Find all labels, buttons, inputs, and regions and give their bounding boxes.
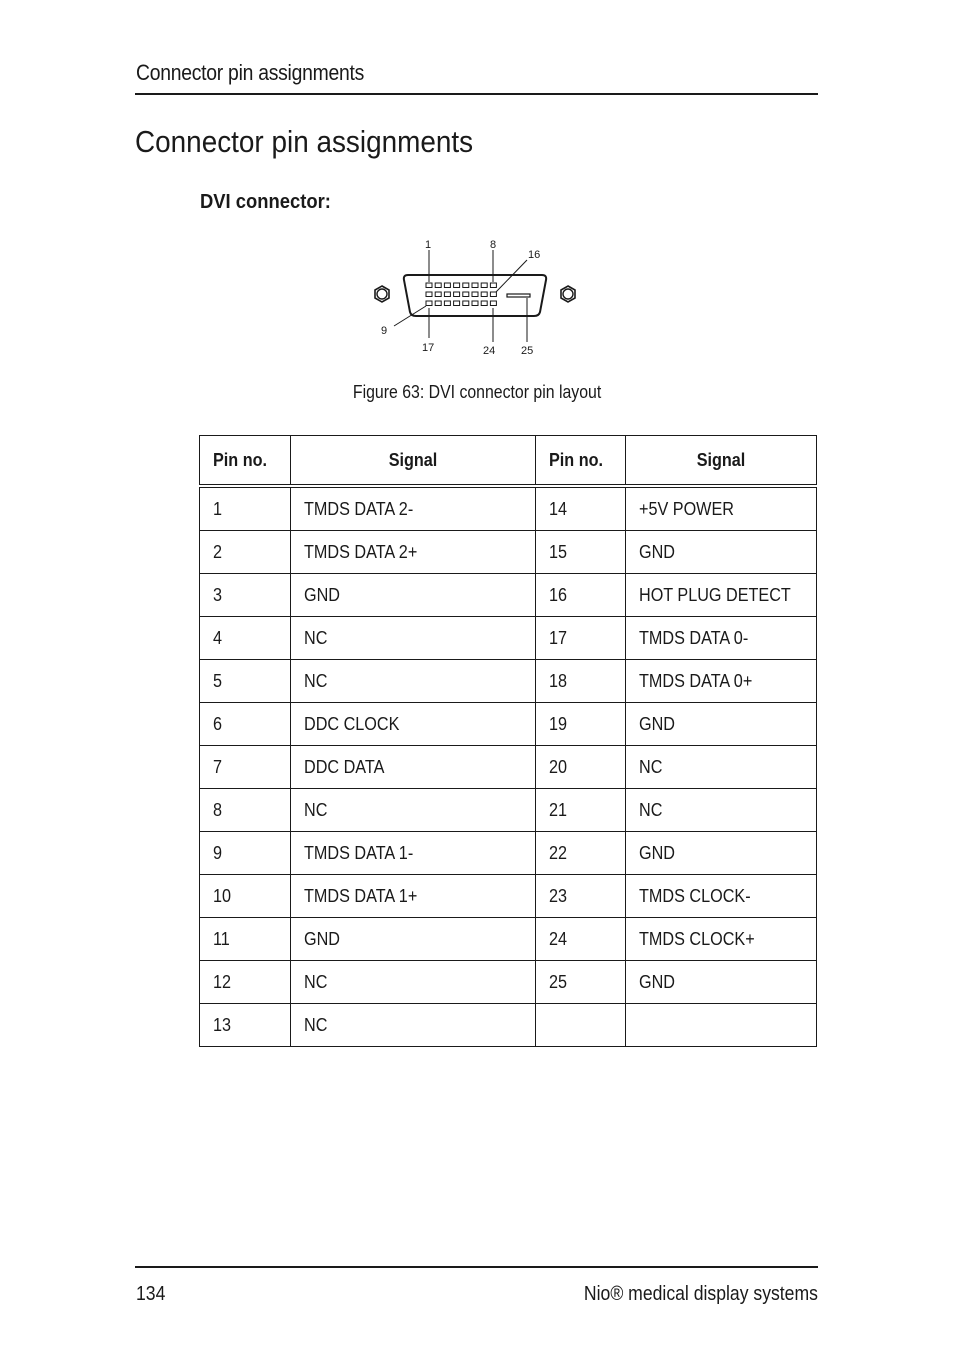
product-name: Nio® medical display systems xyxy=(583,1283,818,1305)
connector-pin xyxy=(435,301,441,306)
connector-pin xyxy=(490,292,496,297)
connector-pin xyxy=(444,301,450,306)
signal-cell: GND xyxy=(626,531,817,574)
pin-label-17: 17 xyxy=(422,342,435,354)
pin-number-cell: 16 xyxy=(536,574,626,617)
signal-cell: NC xyxy=(626,789,817,832)
table-row xyxy=(200,486,817,531)
section-title: DVI connector: xyxy=(200,191,331,213)
signal-cell: +5V POWER xyxy=(626,486,817,531)
pin-number-cell: 15 xyxy=(536,531,626,574)
pin-label-16: 16 xyxy=(528,249,541,261)
signal-cell: NC xyxy=(291,617,536,660)
pin-assignment-table xyxy=(199,435,817,1047)
pin-number-cell: 2 xyxy=(200,531,291,574)
table-row xyxy=(200,789,817,832)
signal-cell: TMDS DATA 1+ xyxy=(291,875,536,918)
connector-pin xyxy=(426,301,432,306)
ground-blade xyxy=(507,294,530,297)
signal-cell xyxy=(626,1004,817,1047)
pin-number-cell: 8 xyxy=(200,789,291,832)
pin-number-cell: 14 xyxy=(536,486,626,531)
table-row xyxy=(200,1004,817,1047)
dvi-connector-figure xyxy=(362,232,592,362)
pin-number-cell: 18 xyxy=(536,660,626,703)
connector-pin xyxy=(472,283,478,288)
connector-pin xyxy=(472,301,478,306)
pin-number-cell: 13 xyxy=(200,1004,291,1047)
pin-number-cell: 19 xyxy=(536,703,626,746)
signal-cell: NC xyxy=(626,746,817,789)
connector-pin xyxy=(490,283,496,288)
connector-pin xyxy=(454,292,460,297)
connector-pin xyxy=(444,292,450,297)
table-row xyxy=(200,574,817,617)
table-row xyxy=(200,746,817,789)
signal-cell: DDC DATA xyxy=(291,746,536,789)
figure-caption-text: Figure 63: DVI connector pin layout xyxy=(352,382,602,402)
right-mounting-nut-icon xyxy=(561,286,575,302)
pin-number-cell: 25 xyxy=(536,961,626,1004)
signal-cell: NC xyxy=(291,961,536,1004)
pin-number-cell: 3 xyxy=(200,574,291,617)
pin-number-cell: 20 xyxy=(536,746,626,789)
table-row xyxy=(200,660,817,703)
signal-cell: GND xyxy=(291,918,536,961)
header-rule xyxy=(135,93,818,95)
pin-number-cell: 22 xyxy=(536,832,626,875)
table-header-row xyxy=(200,436,817,487)
pin-label-25: 25 xyxy=(521,345,534,357)
signal-cell: TMDS DATA 1- xyxy=(291,832,536,875)
running-header: Connector pin assignments xyxy=(136,60,365,85)
table-row xyxy=(200,703,817,746)
pin-number-cell: 23 xyxy=(536,875,626,918)
column-header-signal: Signal xyxy=(291,436,536,487)
connector-pin xyxy=(435,292,441,297)
footer-rule xyxy=(135,1266,818,1268)
connector-pin xyxy=(463,301,469,306)
signal-cell: NC xyxy=(291,1004,536,1047)
column-header-signal-2: Signal xyxy=(626,436,817,487)
signal-cell: NC xyxy=(291,789,536,832)
signal-cell: TMDS DATA 2+ xyxy=(291,531,536,574)
pin-number-cell xyxy=(536,1004,626,1047)
pin-label-24: 24 xyxy=(483,345,496,357)
connector-pin xyxy=(490,301,496,306)
connector-pin xyxy=(472,292,478,297)
pin-number-cell: 11 xyxy=(200,918,291,961)
pin-number-cell: 10 xyxy=(200,875,291,918)
left-mounting-nut-icon xyxy=(375,286,389,302)
table-row xyxy=(200,531,817,574)
column-header-pin-no: Pin no. xyxy=(200,436,291,487)
signal-cell: GND xyxy=(291,574,536,617)
signal-cell: TMDS CLOCK+ xyxy=(626,918,817,961)
connector-pin xyxy=(454,301,460,306)
pin-number-cell: 4 xyxy=(200,617,291,660)
pin-number-cell: 5 xyxy=(200,660,291,703)
pin-number-cell: 17 xyxy=(536,617,626,660)
pin-number-cell: 9 xyxy=(200,832,291,875)
signal-cell: GND xyxy=(626,703,817,746)
signal-cell: DDC CLOCK xyxy=(291,703,536,746)
connector-pin xyxy=(481,283,487,288)
signal-cell: HOT PLUG DETECT xyxy=(626,574,817,617)
table-row xyxy=(200,918,817,961)
pin-label-8: 8 xyxy=(490,239,497,251)
connector-pin xyxy=(426,283,432,288)
page-number: 134 xyxy=(136,1283,166,1305)
connector-pin xyxy=(463,283,469,288)
dvi-connector-diagram xyxy=(362,232,592,362)
connector-pin xyxy=(481,292,487,297)
signal-cell: TMDS DATA 0+ xyxy=(626,660,817,703)
signal-cell: TMDS CLOCK- xyxy=(626,875,817,918)
signal-cell: TMDS DATA 2- xyxy=(291,486,536,531)
connector-pin xyxy=(444,283,450,288)
table-row xyxy=(200,832,817,875)
signal-cell: GND xyxy=(626,832,817,875)
pin-number-cell: 6 xyxy=(200,703,291,746)
table-row xyxy=(200,961,817,1004)
pin-number-cell: 24 xyxy=(536,918,626,961)
pin-number-cell: 21 xyxy=(536,789,626,832)
pin-number-cell: 7 xyxy=(200,746,291,789)
connector-pin xyxy=(481,301,487,306)
page-title: Connector pin assignments xyxy=(135,124,474,159)
table-row xyxy=(200,617,817,660)
pin-number-cell: 12 xyxy=(200,961,291,1004)
connector-pin xyxy=(463,292,469,297)
pin-number-cell: 1 xyxy=(200,486,291,531)
table-row xyxy=(200,875,817,918)
signal-cell: NC xyxy=(291,660,536,703)
pin-label-1: 1 xyxy=(425,239,432,251)
column-header-pin-no-2: Pin no. xyxy=(536,436,626,487)
connector-pin xyxy=(426,292,432,297)
connector-pin xyxy=(454,283,460,288)
signal-cell: TMDS DATA 0- xyxy=(626,617,817,660)
figure-caption xyxy=(0,382,954,403)
connector-pin xyxy=(435,283,441,288)
pin-label-9: 9 xyxy=(381,325,388,337)
signal-cell: GND xyxy=(626,961,817,1004)
